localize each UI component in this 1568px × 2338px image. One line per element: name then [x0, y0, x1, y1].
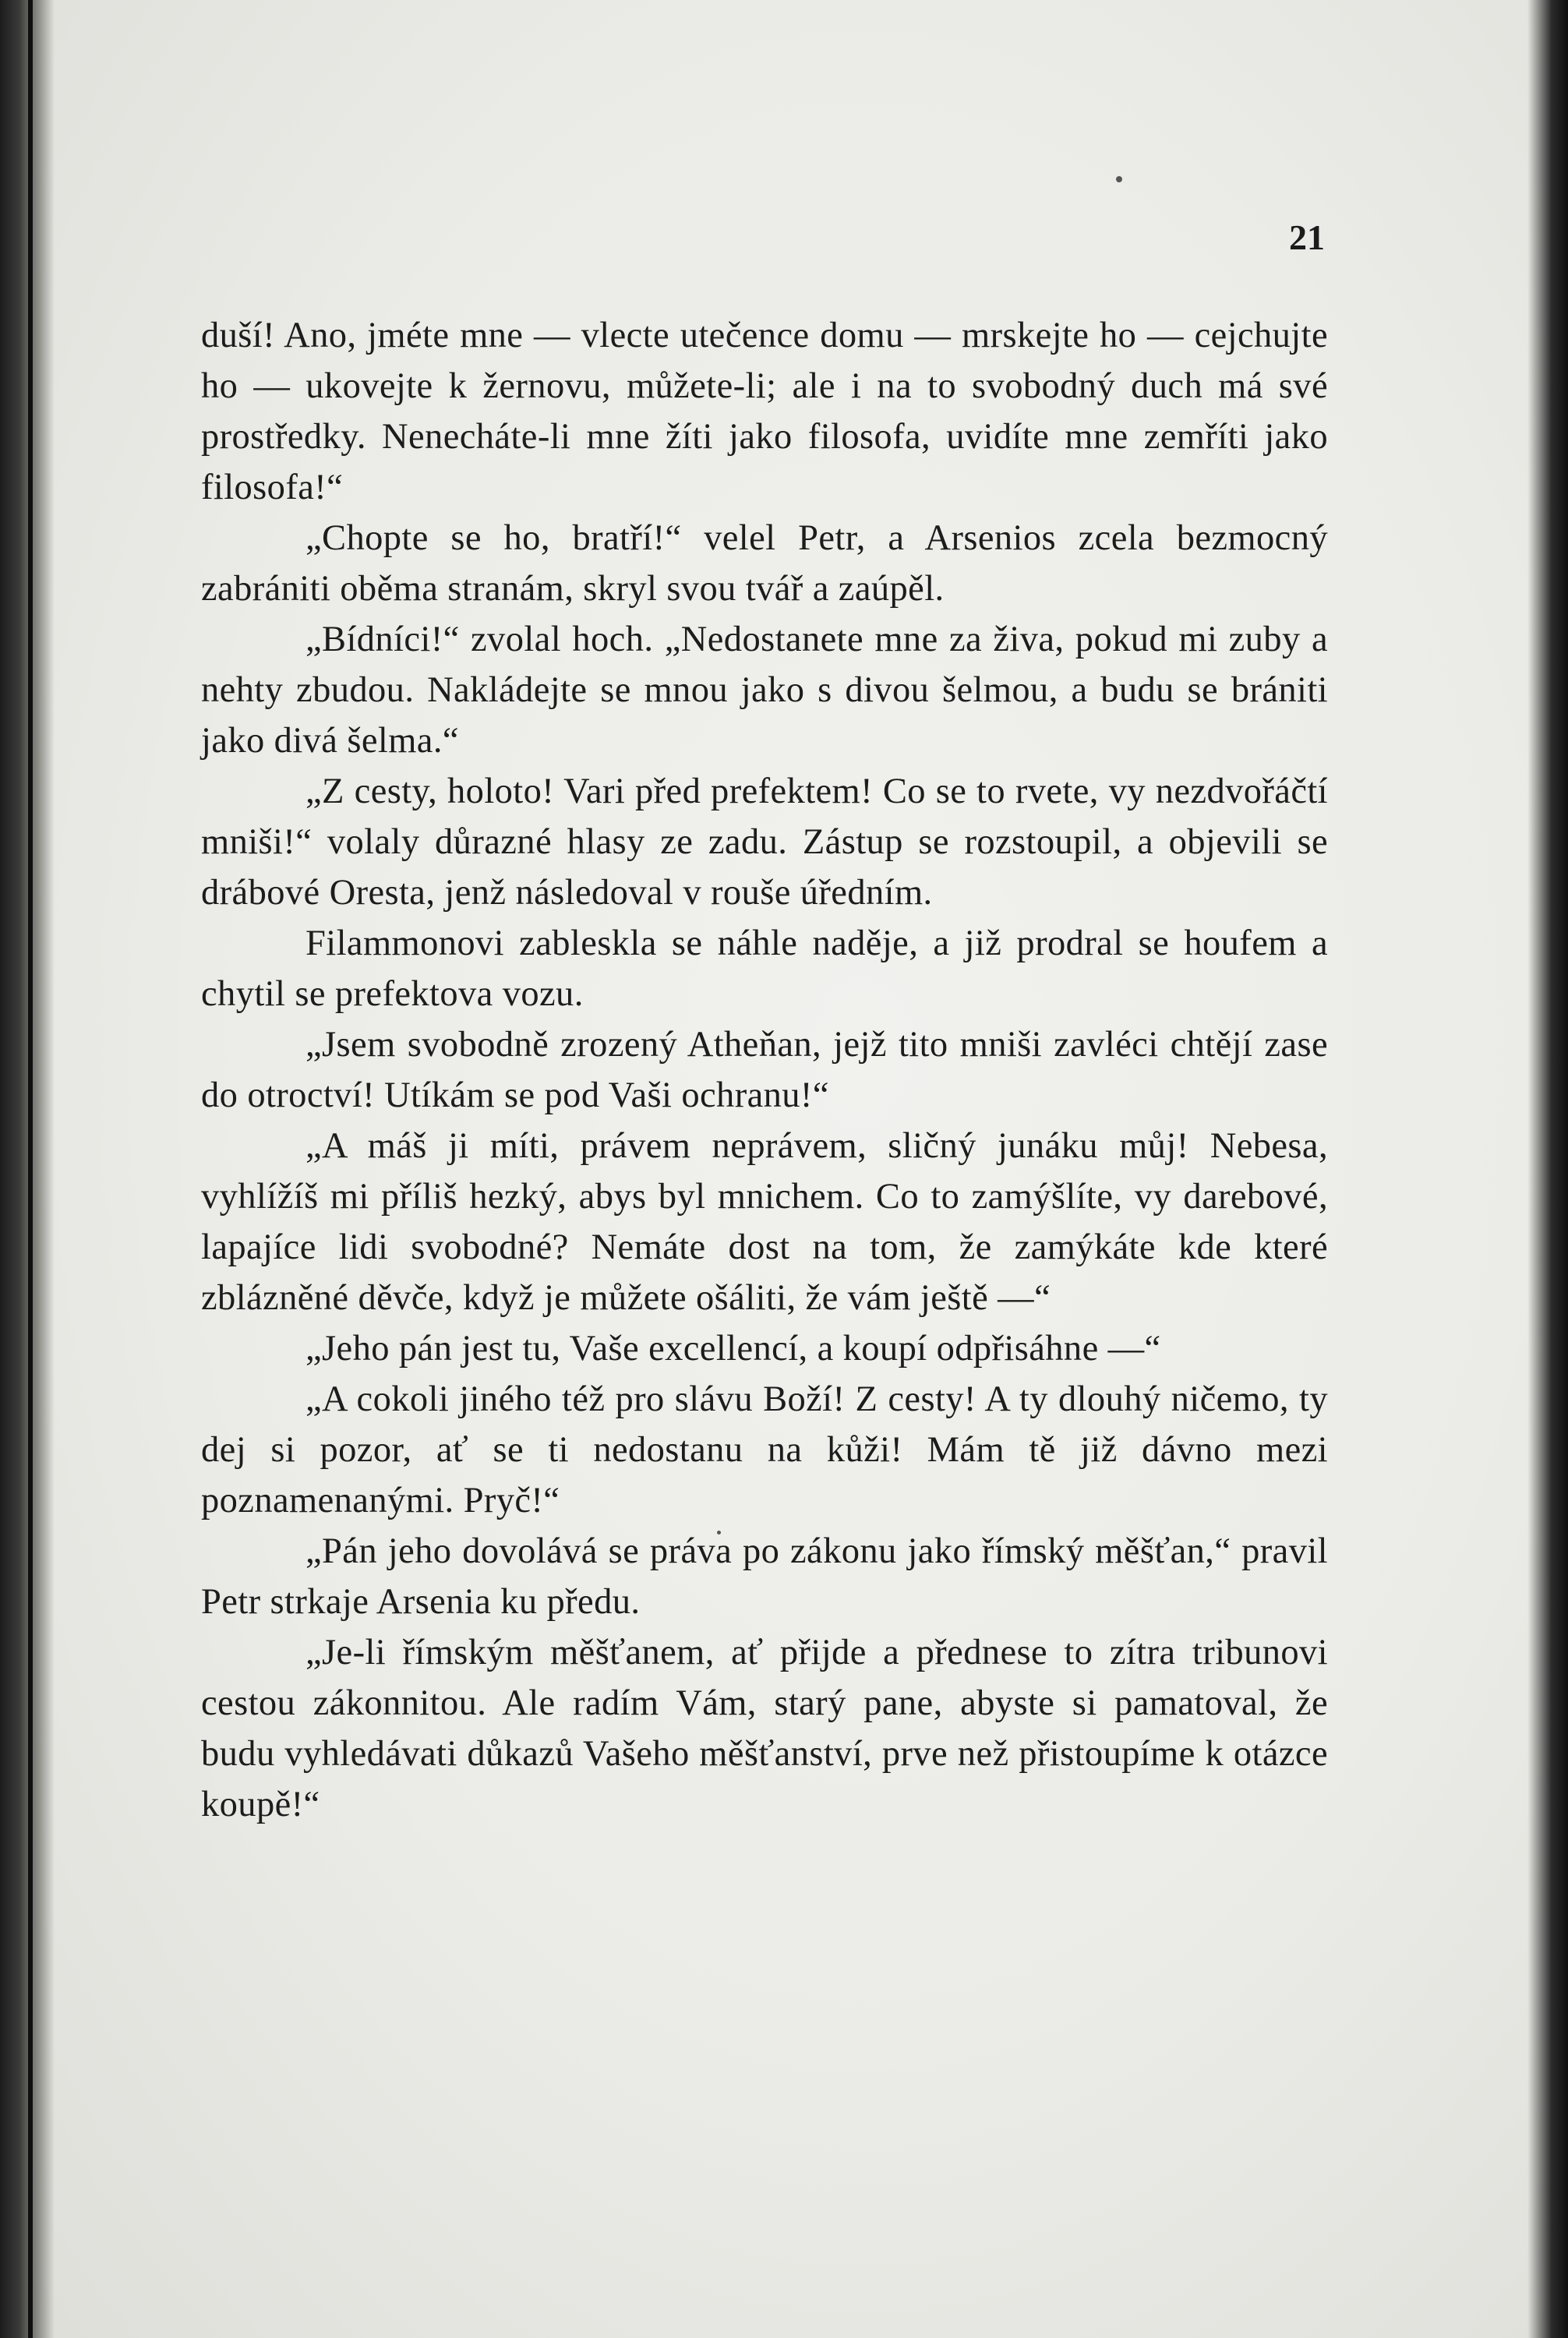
book-binding-edge — [0, 0, 55, 2338]
paragraph: „Chopte se ho, bratří!“ velel Petr, a Arsenios zcela bezmocný zabrániti oběma stranám, skryl svou tvář a zaúpěl. — [201, 518, 1328, 609]
paragraph: Filammonovi zableskla se náhle naděje, a již prodral se houfem a chytil se prefektova vozu. — [201, 924, 1328, 1014]
paragraph: „A máš ji míti, právem neprávem, sličný junáku můj! Nebesa, vyhlížíš mi příliš hezký, abys byl mnichem. Co to zamýšlíte, vy darebové, lapajíce lidi svobodné? Nemáte dost na tom, že zamýkáte kde které zblázněné děvče, když je můžete ošáliti, že vám ještě —“ — [201, 1126, 1328, 1318]
page-right-edge-shadow — [1527, 0, 1568, 2338]
paragraph: „A cokoli jiného též pro slávu Boží! Z cesty! A ty dlouhý ničemo, ty dej si pozor, ať se ti nedostanu na kůži! Mám tě již dávno mezi poznamenanými. Pryč!“ — [201, 1379, 1328, 1520]
paragraph: duší! Ano, jméte mne — vlecte utečence domu — mrskejte ho — cejchujte ho — ukovejte k žernovu, můžete-li; ale i na to svobodný duch má své prostředky. Nenecháte-li mne žíti jako filosofa, uvidíte mne zemříti jako filosofa!“ — [201, 316, 1328, 507]
paragraph: „Bídníci!“ zvolal hoch. „Nedostanete mne za živa, pokud mi zuby a nehty zbudou. Nakládejte se mnou jako s divou šelmou, a budu se brániti jako divá šelma.“ — [201, 620, 1328, 761]
body-text — [201, 310, 1328, 1830]
paragraph: „Pán jeho dovolává se práva po zákonu jako římský měšťan,“ pravil Petr strkaje Arsenia ku předu. — [201, 1531, 1328, 1622]
page-number: 21 — [1289, 217, 1325, 257]
paragraph: „Jsem svobodně zrozený Atheňan, jejž tito mniši zavléci chtějí zase do otroctví! Utíkám se pod Vaši ochranu!“ — [201, 1025, 1328, 1115]
binding-shadow-line — [28, 0, 33, 2338]
paragraph: „Z cesty, holoto! Vari před prefektem! Co se to rvete, vy nezdvořáčtí mniši!“ volaly důrazné hlasy ze zadu. Zástup se rozstoupil, a objevili se drábové Oresta, jenž následoval v rouše úředním. — [201, 772, 1328, 913]
paragraph: „Jeho pán jest tu, Vaše excellencí, a koupí odpřisáhne —“ — [305, 1329, 1161, 1369]
paragraph: „Je-li římským měšťanem, ať přijde a přednese to zítra tribunovi cestou zákonnitou. Ale radím Vám, starý pane, abyste si pamatoval, že budu vyhledávati důkazů Vašeho měšťanství, prve než přistoupíme k otázce koupě!“ — [201, 1633, 1328, 1824]
dust-speck — [1116, 176, 1122, 182]
